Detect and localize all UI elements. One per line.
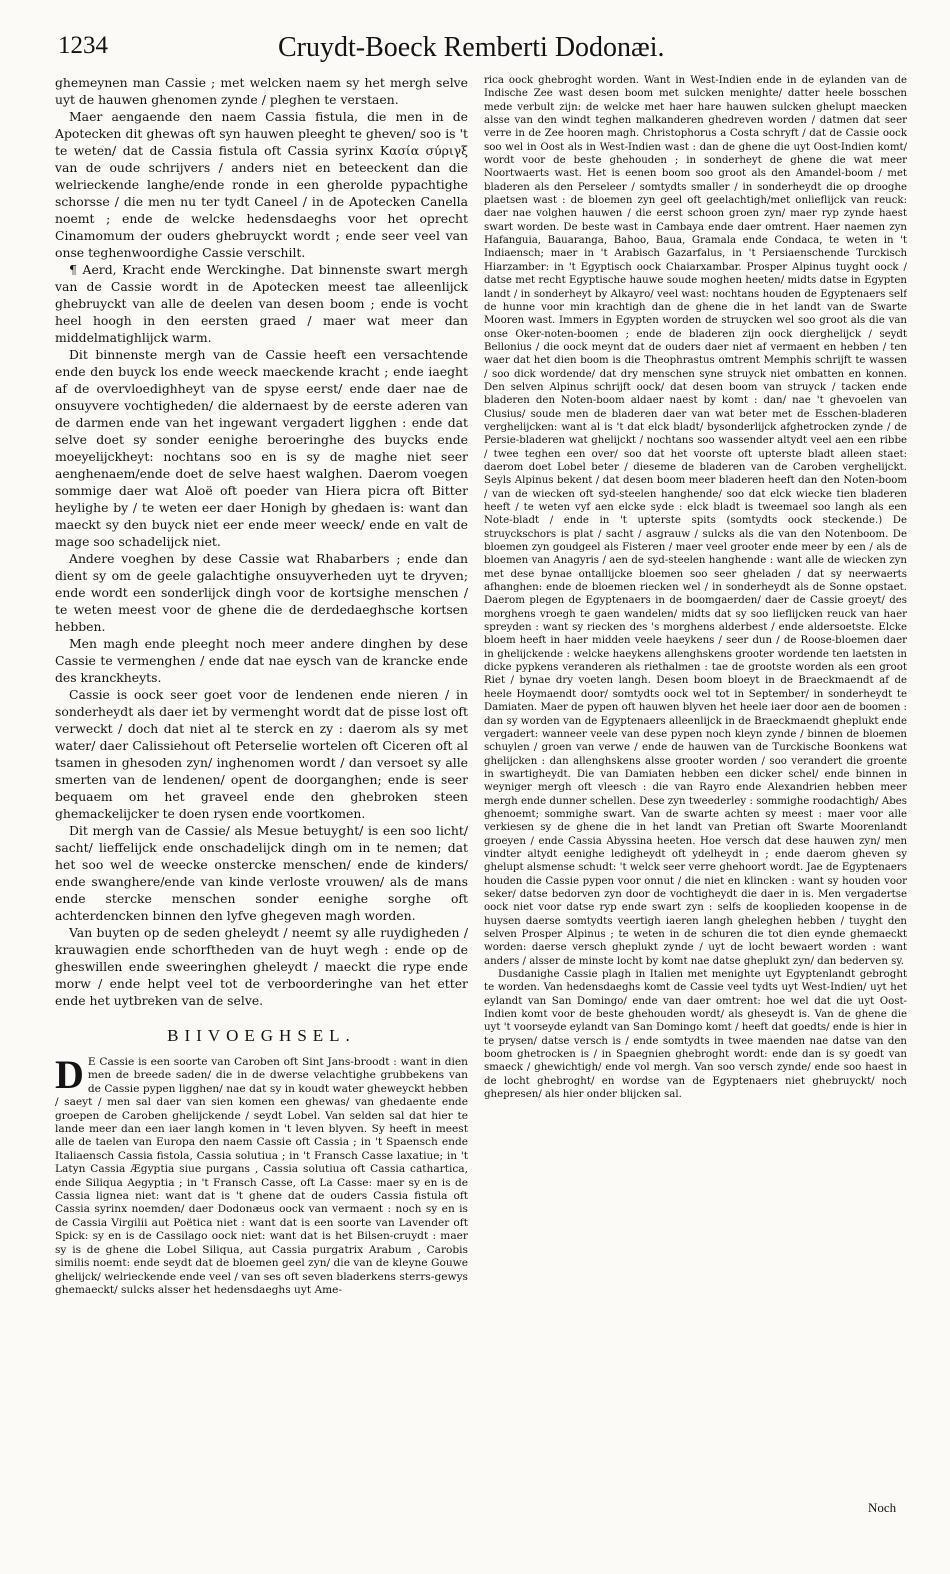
page-header bbox=[58, 32, 918, 72]
appendix-text: E Cassie is een soorte van Caroben oft Sint Jans-broodt : want in dien men de breede saden/ die in de dwerse velachtighe grubbekens van de Cassie pypen ligghen/ nae dat sy in koudt water gheweyckt hebben / saeyt / men sal daer van sien komen een ghewas/ van ghedaente ende groepen de Caroben ghelijckende / seydt Lobel. Van selden sal dat hier te lande meer dan een iaer langh komen in 't leven blyven. Sy heeft in meest alle de taelen van Europa den naem Cassie oft Cassia ; in 't Spaensch ende Italiaensch Cassia fistola, Cassia solutiua ; in 't Fransch Casse laxatiue; in 't Latyn Cassia Ægyptia siue purgans , Cassia solutiua oft Cassia cathartica, ende Siliqua Aegyptia ; in 't Fransch Casse, oft La Casse: maer sy en is de Cassia lignea niet: want dat is 't ghene dat de ouders Cassia fistula oft Cassia syrinx noemden/ daer Dodonæus oock van vermaent : noch sy en is de Cassia Virgilii aut Poëtica niet : want dat is een soorte van Lavender oft Spick: sy en is de Cassilago oock niet: want dat is het Bilsen-cruydt : maer sy is de ghene die Lobel Siliqua, aut Cassia purgatrix Arabum , Carobis similis noemt: ende seydt dat de bloemen geel zyn/ die van de kleyne Gouwe ghelijck/ welrieckende ende veel / van ses oft seven bladerkens sterrs-gewys ghemaeckt/ sulcks alsser het hedensdaeghs uyt Ame- bbox=[55, 1056, 468, 1296]
left-paragraph: Van buyten op de seden ghelеydt / neemt sy alle ruydigheden / krauwagien ende schorftheden van de huyt wegh : ende op de gheswillen ende sweeringhen ghelеydt / maeckt die rype ende morw / ende helpt veel tot de verboorderinghe van het etter ende het uytbreken van de selve. bbox=[55, 925, 468, 1008]
left-paragraph: ¶ Aerd, Kracht ende Werckinghe. Dat binnenste swart mergh van de Cassie wordt in de Apotecken meest tae alleenlijck ghebruyckt van alle de deelen van desen boom ; ende is vocht heel hoogh in den eersten graed / maer wat meer dan middelmatighlijck warm. bbox=[55, 262, 468, 345]
left-paragraph: Cassie is oock seer goet voor de lendenen ende nieren / in sonderheydt als daer iet by vermenght wordt dat de pisse lost oft verweckt / doch dat niet al te sterck en zy : daerom als sy met water/ daer Calissiehout oft Peterselie wortelen oft Ciceren oft al tsamen in ghesoden zyn/ inghenomen wordt / dan versoet sy alle smerten van de lendenen/ opent de doorganghen; ende is seer bequaem om het graveel ende den ghebroken steen ghemackelijcker te doen rysen ende voortkomen. bbox=[55, 687, 468, 821]
right-paragraph: rica oock ghebroght worden. Want in West-Indien ende in de eylanden van de Indische Zee wast desen boom met sulcken menighte/ datter heele bosschen mede verbult zijn: de welcke met haer hare hauwen sulcken ghelupt maecken alsse van den windt teghen malkanderen ghedreven worden / datmen dat seer verre in de Zee hooren magh. Christophorus a Costa schryft / dat de Cassie oock soo wel in Oost als in West-Indien wast : dan de ghene die uyt Oost-Indien komt/ wordt voor de beste ghehouden ; in sonderheyt de ghene die wat meer Noortwaerts wast. Het is eenen boom soo groot als den Amandel-boom / met bladeren als den Perseleer / somtydts smaller / in sonderheydt die op drooghe plaetsen wast : de bloemen zyn geel oft geelachtigh/met onlieflijck van reuck: daer nae volghen hauwen / die eerst schoon groen zyn/ maer ryp zynde haest swart worden. De beste wast in Cambaya ende daer omtrent. Haer naemen zyn Hafanguia, Bauaranga, Bahoo, Baua, Gramala ende Condaca, te weten in 't Indiaensch; maer in 't Arabisch Gazarfalus, in 't Persiaenschende Turckisch Hiarzamber: in 't Egyptisch oock Chaiarxambar. Prosper Alpinus tuyght oock / datse met recht Egyptische hauwe soude moghen heeten/ midts datse in Egypten landt / in sonderheyt by Alkayro/ veel wast: nochtans houden de Egyptenaers self de hunne voor min krachtigh dan de ghene die in het landt van de Swarte Mooren wast. Immers in Egypten worden de struycken wel soo groot als die van onse Oker-noten-boomen ; ende de bladeren zijn oock dierghelijck / seydt Bellonius / die oock meynt dat de ouders daer niet af vermaent en hebben / ten waer dat het dien boom is die Theophrastus omtrent Memphis schrijft te wassen / soo dick wordende/ dat dry menschen syne struyck niet ombatten en konnen. Den selven Alpinus schrijft oock/ dat desen boom van struyck / tacken ende bladeren den Noten-boom aldaer naest by komt : dan/ nae 't ghevoelen van Clusius/ soude men de bladeren daer van wat beter met de Esschen-bladeren verghelijcken: want al is 't dat elck bladt/ bysonderlijck afghetrocken zynde / de Persie-bladeren wat ghelijckt / nochtans soo wassender altydt veel aen een ribbe / twee teghen een over/ soo dat het voorste oft upterste bladt alleen staet: daerom doet Lobel beter / dieseme de bladeren van de Caroben verghelijckt. Seyls Alpinus bekent / dat desen boom meer bladeren heeft dan den Noten-boom / van de wiecken oft syd-steelen hanghende/ soo dat elck wiecke tien bladeren heeft / te weten vyf aen elcke syde : elck bladt is tweemael soo langh als een Note-bladt / ende in 't upterste spits (somtydts oock steckende.) De struyckschors is plat / sacht / asgrauw / sulcks als die van den Notenboom. De bloemen zyn goudgeel als Fisteren / maer veel grooter ende meer by een / als de bloemen van Anagyris / aen de syd-steelen hanghende : want alle de wiecken zyn met dese bynae ontallijcke bloemen soo seer gheladen / dat sy neerwaerts afhanghen: ende de bloemen riecken wel / in sonderheydt als de Sonne opstaet. Daerom plegen de Egyptenaers in de boomgaerden/ daer de Cassie groeyt/ des morghens vroegh te gaen wandelen/ midts dat sy soo lieflijcken reuck van haer spreyden : want sy riecken des 's morghens alderbest / ende aldersoetste. Elcke bloem heeft in haer midden veele haeykens / seer dun / de Roose-bloemen daer in ghelijckende : welcke haeykens allenghskens grooter wordende ten laetsten in dicke pypkens veranderen als riethalmen : tae de grootste worden als een groot Riet / bynae dry voeten langh. Desen boom bloeyt in de Braeckmaendt af de heele Hoymaendt door/ somtydts oock wel tot in September/ in sonderheydt te Damiaten. Maer de pypen oft hauwen blyven het heele iaer door aen de boomen : dan sy worden van de Egyptenaers alleenlijck in de Braeckmaendt gheplukt ende vergadert: wanneer veele van dese pypen noch kleyn zynde / binnen de bloemen schuylen / groen van verwe / ende de hauwen van de Turckische Boonkens wat ghelijcken : dan allenghskens alsse grooter worden / soo verandert die groente in swartighеydt. Die van Damiaten hebben een dicker schel/ ende binnen in weyniger mergh oft vleesch : die van Rayro ende Alexandrien hebben meer mergh ende dunner schellen. Dese zyn tweederley : sommighe roodachtigh/ Abes ghenoemt; sommighe swart. Van de swarte achten sy meest : maer voor alle verkiesen sy de ghene die in het landt van Pretian oft Swarte Moorenlandt groeyen / ende Cassia Abyssina heeten. Hoe versch dat dese hauwen zyn/ men vindter altydt eenighe ledigheydt oft ydelheydt in ; ende daerom gheven sy ghelupt alsmense schudt: 't welck seer verre ghehoort wordt. Jae de Egyptenaers houden die Cassie pypen voor onnut / die niet en klincken : want sy houden voor seker/ datse bedorven zyn door de vochtigheydt die daer in is. Men vergadertse oock niet voor datse ryp ende swart zyn : selfs de koopliеden koopense in de huysen daerse somtydts veertigh iaeren langh gheleghen hebben / tuyght den selven Prosper Alpinus ; te weten in de schuren die tot dien eynde ghemaeckt worden: daerse versch gheplukt zynde / uyt de locht bewaert worden : want anders / alsser de minste locht by komt nae datse gheplukt zyn/ dan bederven sy. bbox=[484, 75, 907, 967]
drop-cap: D bbox=[55, 1052, 84, 1097]
left-column bbox=[55, 74, 468, 1492]
catchword: Noch bbox=[868, 1500, 897, 1515]
left-paragraph: Dit binnenste mergh van de Cassie heeft een versachtende ende den buyck los ende weeck maeckende kracht ; ende iaeght af de overvloedighheyt van de spyse eerst/ ende daer nae de onsuyvere vochtigheden/ die aldernaest by de eerste aderen van de darmen ende van het ingewant vergadert ligghen : ende dat selve doet sy sonder eenighe beroeringhe des buycks ende moeyelijckheyt: nochtans soo en is sy de maghe niet seer aenghenaem/ende doet de selve haest walghen. Daerom voegen sommige daer wat Aloë oft poeder van Hiera picra oft Bitter heylighe by / te weten eer daer Honigh by ghedaen is: want dan maeckt sy den buyck niet eer ende meer weeck/ ende en valt de mage soo schadelijck niet. bbox=[55, 347, 468, 549]
page-number: 1234 bbox=[58, 32, 108, 59]
appendix-paragraph bbox=[55, 1052, 468, 1297]
section-title: BIIVOEGHSEL. bbox=[167, 1026, 356, 1045]
left-paragraph: Men magh ende pleeght noch meer andere dinghen by dese Cassie te vermenghen / ende dat nae eysch van de krancke ende des kranckheyts. bbox=[55, 636, 468, 685]
right-column bbox=[484, 74, 907, 1490]
left-paragraph: Maer aengaende den naem Cassia fistula, die men in de Apotecken dit ghewas oft syn hauwen pleeght te gheven/ soo is 't te weten/ dat de Cassia fistula oft Cassia syrinx Κασία σύριγξ van de oude schrijvers / anders niet en beteeckent dan die welrieckende langhe/ende ronde in een gherolde pypachtighe schorsse / die men nu ter tydt Caneel / in de Apotecken Canella noemt ; ende de welcke hedensdaeghs voor het oprecht Cinamomum der ouders ghebruyckt wordt ; ende seer veel van onse teghenwoordighe Cassie verschilt. bbox=[55, 109, 468, 260]
left-paragraph: ghemeynen man Cassie ; met welcken naem sy het mergh selve uyt de hauwen ghenomen zynde / pleghen te verstaen. bbox=[55, 75, 468, 107]
left-paragraph: Dit mergh van de Cassie/ als Mesue betuyght/ is een soo licht/ sacht/ lieffelijck ende onschadelijck dingh om in te nemen; dat het soo wel de weecke onsterckе menschen/ ende de kinders/ ende swanghere/ende van kinde verloste vrouwen/ als de mans ende stercke menschen sonder eenighe sorghe oft achterdencken binnen den lyfve ghegeven magh worden. bbox=[55, 823, 468, 923]
right-paragraph: Dusdanighe Cassie plagh in Italien met menighte uyt Egyptenlandt gebroght te worden. Van hedensdaeghs komt de Cassie veel tydts uyt West-Indien/ uyt het eylandt van San Domingo/ ende van daer omtrent: hoe wel dat die uyt Oost-Indien komt voor de beste ghehouden wordt/ als ghesеydt is. Van de ghene die uyt 't voorseyde eylandt van San Domingo komt / heeft dat goedts/ ende is hier in te prysen/ datse versch is / ende somtydts in twee maenden nae datse van den boom ghetrocken is / in Spaegnien ghebroght wordt: ende dan is sy goedt van smaeck / ghewichtigh/ ende vol mergh. Van soo versch zynde/ ende soo haest in de locht ghebroght/ en wordse van de Egyptenaers niet ghebruyckt/ noch ghepresen/ als hier onder blijcken sal. bbox=[484, 969, 907, 1101]
running-title: Cruydt-Boeck Remberti Dodonæi. bbox=[278, 32, 665, 63]
left-paragraph: Andere voeghen by dese Cassie wat Rhabarbers ; ende dan dient sy om de geele galachtighe onsuyverheden uyt te dryven; ende wordt een sonderlijck dingh voor de kortsighe menschen / te weten meest voor de ghene die de derdedaeghsche kortsen hebben. bbox=[55, 551, 468, 634]
